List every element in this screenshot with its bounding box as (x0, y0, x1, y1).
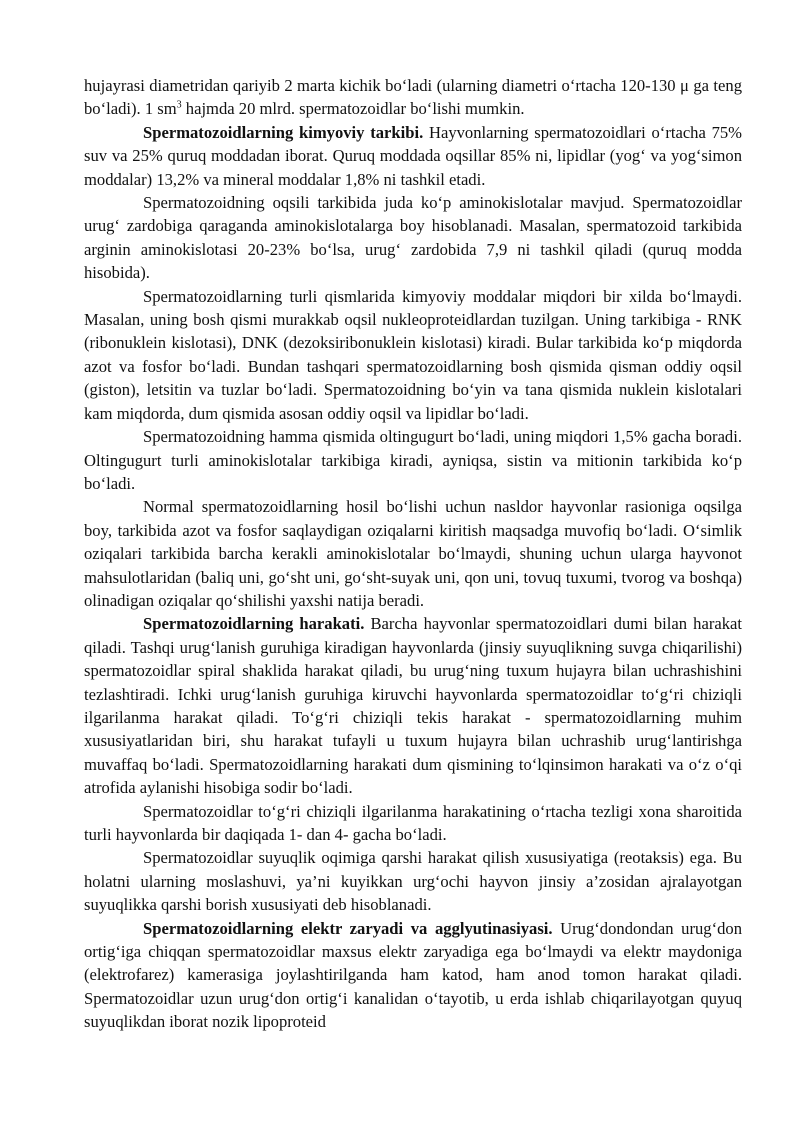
paragraph (84, 425, 742, 495)
paragraph (84, 191, 742, 285)
paragraph-text: Normal spermatozoidlarning hosil bo‘lishi uchun nasldor hayvonlar rasioniga oqsilga boy, tarkibida azot va fosfor saqlaydigan oziqalarni kiritish maqsadga muvofiq bo‘ladi. O‘simlik oziqalari tarkibida barcha kerakli aminokislotalar bo‘lmaydi, shuning uchun ularga hayvonot mahsulotlaridan (baliq uni, go‘sht uni, go‘sht-suyak uni, qon uni, tovuq tuxumi, tvorog va boshqa) olinadigan oziqalar qo‘shilishi yaxshi natija beradi. (84, 497, 742, 610)
section-heading: Spermatozoidlarning harakati. (143, 614, 365, 634)
paragraph-text: Spermatozoidning hamma qismida oltingugurt bo‘ladi, uning miqdori 1,5% gacha boradi. Oltingugurt turli aminokislotalar tarkibiga kiradi, ayniqsa, sistin va mitionin tarkibida ko‘p bo‘ladi. (84, 427, 742, 493)
paragraph (84, 74, 742, 121)
paragraph (84, 121, 742, 191)
paragraph-text: Spermatozoidlarning turli qismlarida kimyoviy moddalar miqdori bir xilda bo‘lmaydi. Masalan, uning bosh qismi murakkab oqsil nukleoproteidlardan tuzilgan. Uning tarkibiga - RNK (ribonuklein kislotasi), DNK (dezoksiribonuklein kislotasi) kiradi. Bular tarkibida ko‘p miqdorda azot va fosfor bo‘ladi. Bundan tashqari spermatozoidlarning bosh qismida qisman oddiy oqsil (giston), letsitin va tuzlar bo‘ladi. Spermatozoidning bo‘yin va tana qismida nuklein kislotalari kam miqdorda, dum qismida asosan oddiy oqsil va lipidlar bo‘ladi. (84, 286, 742, 423)
paragraph-text: hujayrasi diametridan qariyib 2 marta kichik bo‘ladi (ularning diametri o‘rtacha 120-130 μ ga teng bo‘ladi). 1 sm (84, 76, 742, 119)
paragraph (84, 495, 742, 612)
paragraph-text: Urug‘dondondan urug‘don ortig‘iga chiqqan spermatozoidlar maxsus elektr zaryadiga ega bo‘lmaydi va elektr maydoniga (elektrofarez) kamerasiga joylashtirilganda ham katod, ham anod tomon harakat qiladi. Spermatozoidlar uzun urug‘don ortig‘i kanalidan o‘tayotib, u erda ishlab chiqarilayotgan quyuq suyuqlikdan iborat nozik lipoproteid (84, 918, 742, 1032)
paragraph-text: hajmda 20 mlrd. spermatozoidlar bo‘lishi mumkin. (181, 99, 525, 119)
paragraph-text: Spermatozoidlar to‘g‘ri chiziqli ilgarilanma harakatining o‘rtacha tezligi xona sharoitida turli hayvonlarda bir daqiqada 1- dan 4- gacha bo‘ladi. (84, 801, 742, 844)
paragraph-text: Barcha hayvonlar spermatozoidlari dumi bilan harakat qiladi. Tashqi urug‘lanish guruhiga kiradigan hayvonlarda (jinsiy suyuqlikning suvga chiqarilishi) spermatozoidlar spiral shaklida harakat qiladi, bu urug‘ning tuxum hujayra bilan uchrashishini tezlashtiradi. Ichki urug‘lanish guruhiga kiruvchi hayvonlarda spermatozoidlar to‘g‘ri chiziqli ilgarilanma harakat qiladi. To‘g‘ri chiziqli tekis harakat - spermatozoidlarning muhim xususiyatlaridan biri, shu harakat tufayli u tuxum hujayra bilan uchrashib urug‘lantirishga muvaffaq bo‘ladi. Spermatozoidlarning harakati dum qismining to‘lqinsimon harakati va o‘z o‘qi atrofida aylanishi hisobiga sodir bo‘ladi. (84, 614, 742, 798)
superscript: 3 (176, 99, 182, 111)
paragraph-text: Spermatozoidlar suyuqlik oqimiga qarshi harakat qilish xususiyatiga (reotaksis) ega. Bu holatni ularning moslashuvi, ya’ni kuyikkan urg‘ochi hayvon jinsiy a’zosidan ajralayotgan suyuqlikka qarshi borish xususiyati deb hisoblanadi. (84, 848, 742, 915)
paragraph (84, 917, 742, 1034)
paragraph-text: Spermatozoidning oqsili tarkibida juda ko‘p aminokislotalar mavjud. Spermatozoidlar urug‘ zardobiga qaraganda aminokislotalarga boy hisoblanadi. Masalan, spermatozoid tarkibida arginin aminokislotasi 20-23% bo‘lsa, urug‘ zardobida 7,9 ni tashkil qiladi (quruq modda hisobida). (84, 193, 742, 283)
paragraph (84, 800, 742, 847)
section-heading: Spermatozoidlarning elektr zaryadi va agglyutinasiyasi. (143, 918, 553, 938)
document-page (84, 74, 742, 1034)
paragraph (84, 846, 742, 916)
paragraph (84, 612, 742, 799)
paragraph (84, 285, 742, 425)
section-heading: Spermatozoidlarning kimyoviy tarkibi. (143, 122, 424, 142)
paragraph-text: Hayvonlarning spermatozoidlari o‘rtacha 75% suv va 25% quruq moddadan iborat. Quruq moddada oqsillar 85% ni, lipidlar (yog‘ va yog‘simon moddalar) 13,2% va mineral moddalar 1,8% ni tashkil etadi. (84, 122, 743, 189)
